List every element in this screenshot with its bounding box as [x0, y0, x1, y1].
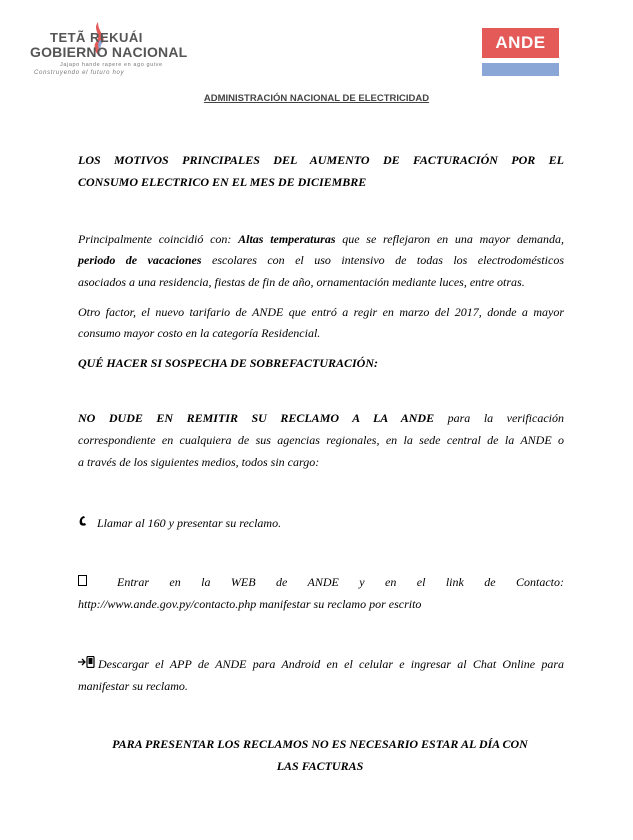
paragraph3-line2: correspondiente en cualquiera de sus agencias regionales, en la sede central de la ANDE o: [78, 433, 564, 447]
web-item-line1: Entrar en la WEB de ANDE y en el link de Contacto:: [78, 572, 564, 593]
phone-item: Llamar al 160 y presentar su reclamo.: [78, 513, 564, 534]
ande-logo-text: ANDE: [482, 28, 559, 58]
web-icon: [78, 572, 87, 593]
paragraph2-line2: consumo mayor costo en la categoría Residencial.: [78, 326, 321, 340]
gobierno-nacional-logo: [28, 22, 188, 82]
app-item-line1: Descargar el APP de ANDE para Android en el celular e ingresar al Chat Online para: [78, 654, 564, 675]
gov-logo-line2: GOBIERNO NACIONAL: [30, 44, 188, 60]
gov-logo-line1: TETÃ REKUÁI: [50, 30, 143, 45]
bold-periodo-vacaciones: periodo de vacaciones: [78, 253, 202, 267]
ande-logo: [482, 28, 559, 78]
paragraph3-line1: NO DUDE EN REMITIR SU RECLAMO A LA ANDE para la verificación: [78, 411, 564, 425]
gov-logo-sub2: Construyendo el futuro hoy: [34, 70, 125, 76]
document-header-title: ADMINISTRACIÓN NACIONAL DE ELECTRICIDAD: [203, 93, 430, 104]
phone-icon: [78, 513, 87, 534]
closing-line1: PARA PRESENTAR LOS RECLAMOS NO ES NECESARIO ESTAR AL DÍA CON: [112, 737, 528, 751]
app-item-line2: manifestar su reclamo.: [78, 679, 188, 693]
web-item-line2: http://www.ande.gov.py/contacto.php manifestar su reclamo por escrito: [78, 597, 422, 611]
gov-logo-sub1: Jajapo hande rapere en ago guive: [60, 62, 163, 68]
paragraph1-line1: Principalmente coincidió con: Altas temperaturas que se reflejaron en una mayor demanda,: [78, 232, 564, 246]
main-heading-line1: LOS MOTIVOS PRINCIPALES DEL AUMENTO DE FACTURACIÓN POR EL: [78, 153, 564, 167]
subheading: QUÉ HACER SI SOSPECHA DE SOBREFACTURACIÓN:: [78, 356, 378, 370]
ande-logo-bar: [482, 63, 559, 76]
paragraph2-line1: Otro factor, el nuevo tarifario de ANDE que entró a regir en marzo del 2017, donde a mayor: [78, 305, 564, 319]
main-heading-line2: CONSUMO ELECTRICO EN EL MES DE DICIEMBRE: [78, 175, 367, 189]
paragraph3-line3: a través de los siguientes medios, todos sin cargo:: [78, 455, 320, 469]
paragraph1-line2: periodo de vacaciones escolares con el uso intensivo de todas los electrodomésticos: [78, 253, 565, 267]
mobile-icon: [78, 654, 96, 675]
closing-line2: LAS FACTURAS: [276, 759, 364, 773]
bold-altas-temperaturas: Altas temperaturas: [238, 232, 336, 246]
paragraph1-line3: asociados a una residencia, fiestas de fin de año, ornamentación mediante luces, entre otras.: [78, 275, 525, 289]
